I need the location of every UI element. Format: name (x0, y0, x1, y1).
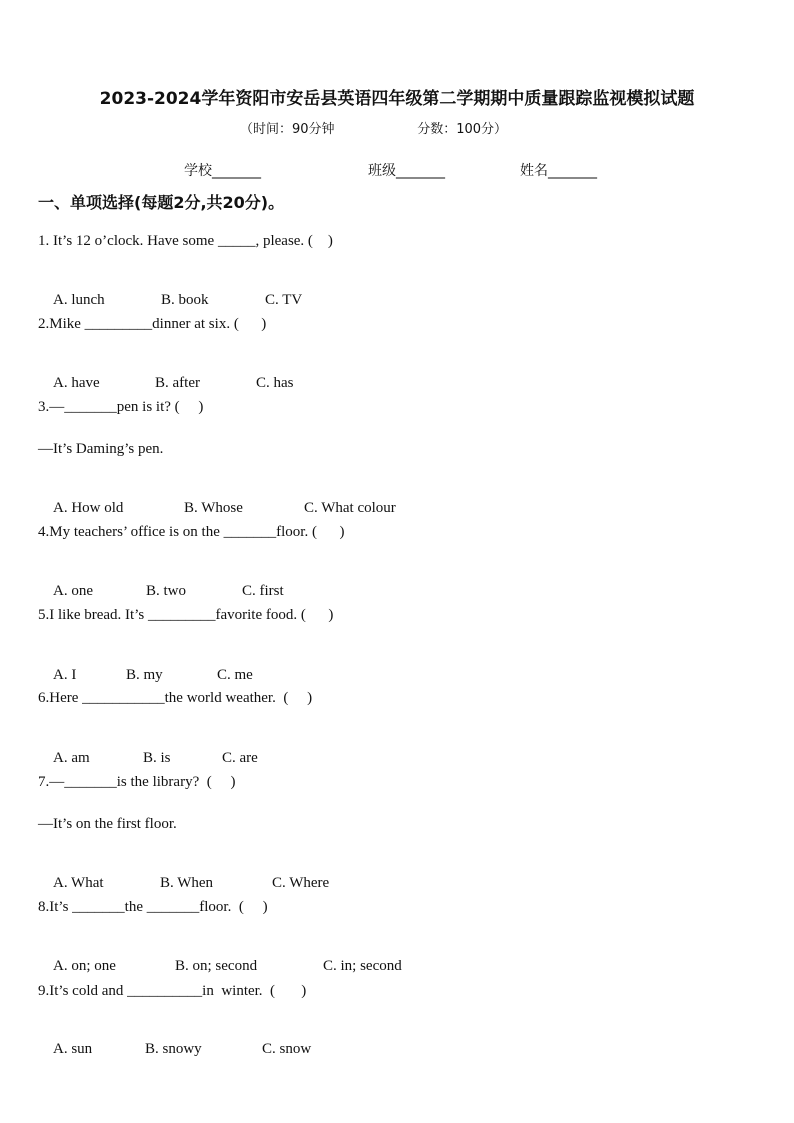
option-a: A. lunch (53, 292, 105, 308)
question-1-stem: 1. It’s 12 o’clock. Have some _____, please. ( ) (38, 233, 333, 249)
option-a: A. How old (53, 500, 124, 516)
option-b: B. after (155, 375, 200, 391)
option-c: C. has (256, 375, 294, 391)
option-b: B. two (146, 583, 187, 599)
option-c: C. snow (262, 1041, 312, 1057)
school-field: 学校_______ (184, 163, 261, 179)
option-b: B. is (143, 750, 171, 766)
option-b: B. my (126, 667, 163, 683)
question-3-reply: —It’s Daming’s pen. (38, 441, 164, 457)
option-a: A. am (53, 750, 90, 766)
class-field: 班级_______ (368, 163, 445, 179)
question-3-stem: 3.—_______pen is it? ( ) (38, 399, 204, 415)
question-7-stem: 7.—_______is the library? ( ) (38, 774, 236, 790)
question-4-stem: 4.My teachers’ office is on the _______floor. ( ) (38, 524, 345, 540)
section-title: 一、单项选择(每题2分,共20分)。 (38, 193, 285, 212)
option-a: A. What (53, 875, 104, 891)
option-c: C. first (242, 583, 284, 599)
option-b: B. book (161, 292, 209, 308)
option-a: A. have (53, 375, 100, 391)
question-6-stem: 6.Here ___________the world weather. ( ) (38, 690, 313, 706)
option-a: A. one (53, 583, 93, 599)
option-b: B. When (160, 875, 214, 891)
option-a: A. sun (53, 1041, 93, 1057)
option-c: C. in; second (323, 958, 402, 974)
option-a: A. I (53, 667, 77, 683)
option-b: B. snowy (145, 1041, 202, 1057)
question-9-stem: 9.It’s cold and __________in winter. ( ) (38, 983, 307, 999)
name-field: 姓名_______ (520, 163, 597, 179)
exam-title: 2023-2024学年资阳市安岳县英语四年级第二学期期中质量跟踪监视模拟试题 (99, 89, 695, 109)
question-2-stem: 2.Mike _________dinner at six. ( ) (38, 316, 267, 332)
option-c: C. TV (265, 292, 303, 308)
question-7-reply: —It’s on the first floor. (38, 816, 177, 832)
exam-subtitle: （时间：90分钟 分数：100分） (240, 122, 508, 137)
option-b: B. on; second (175, 958, 258, 974)
option-c: C. What colour (304, 500, 396, 516)
option-b: B. Whose (184, 500, 243, 516)
option-a: A. on; one (53, 958, 116, 974)
question-9-options (38, 1024, 311, 1075)
question-5-stem: 5.I like bread. It’s _________favorite food. ( ) (38, 607, 334, 623)
option-c: C. me (217, 667, 253, 683)
question-8-stem: 8.It’s _______the _______floor. ( ) (38, 899, 268, 915)
option-c: C. are (222, 750, 258, 766)
option-c: C. Where (272, 875, 330, 891)
